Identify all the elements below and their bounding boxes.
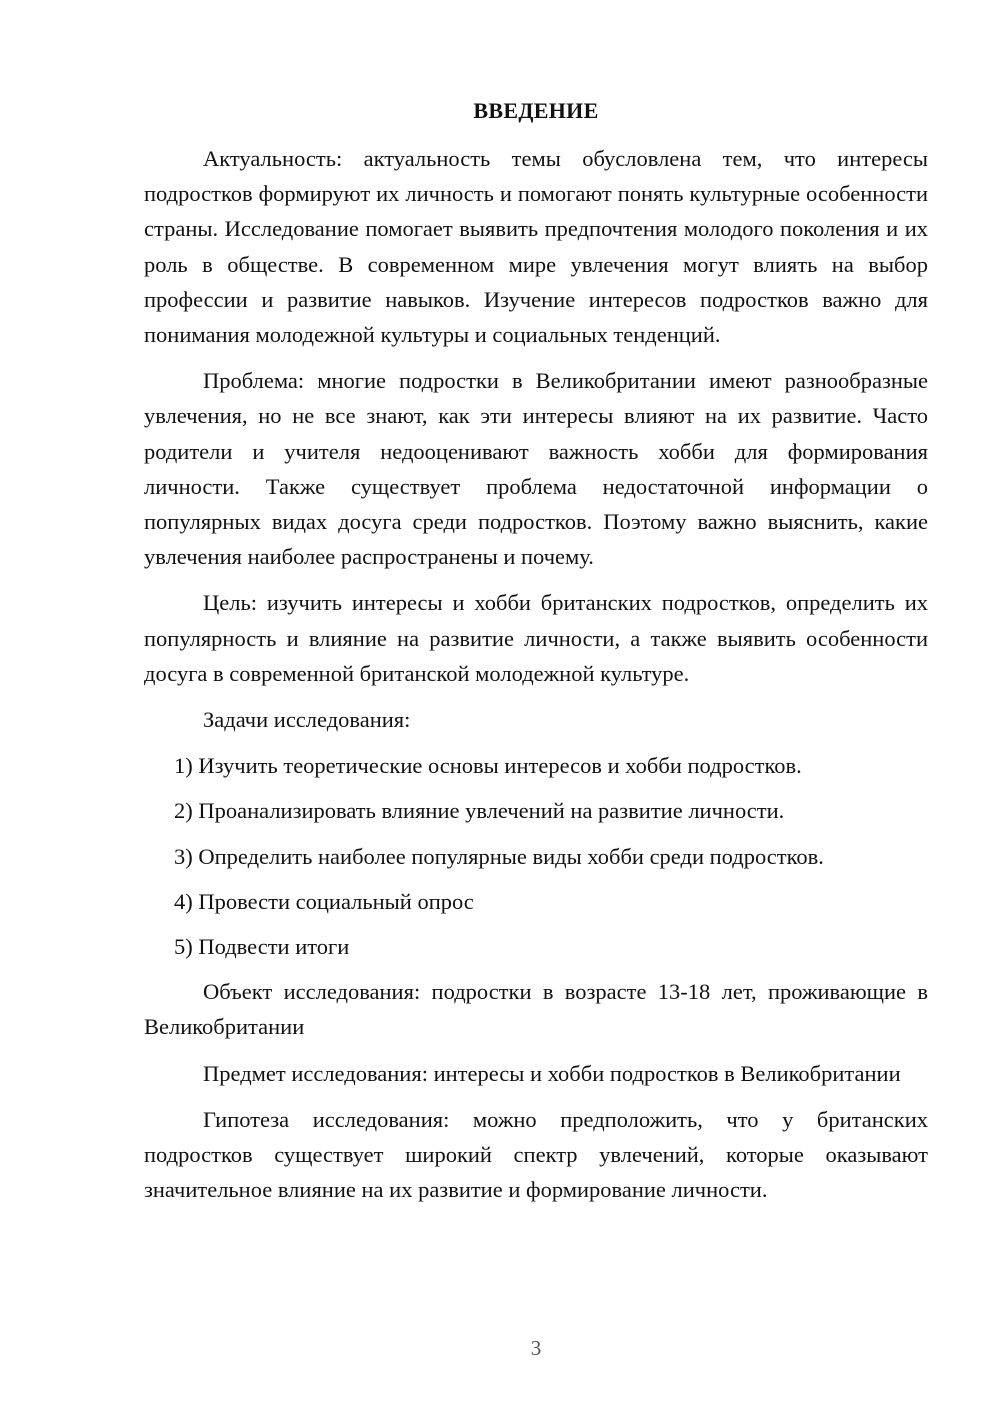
paragraph-goal: Цель: изучить интересы и хобби британских подростков, определить их популярность и влияние на развитие личности, а также выявить особенности досуга в современной британской молодежной культуре. (144, 590, 928, 686)
page-title: ВВЕДЕНИЕ (473, 98, 599, 123)
page-number: 3 (530, 1336, 542, 1360)
list-item: 3) Определить наиболее популярные виды хобби среди подростков. (174, 843, 824, 869)
list-item: 4) Провести социальный опрос (174, 888, 474, 914)
list-item: 5) Подвести итоги (174, 934, 350, 960)
paragraph-hypothesis: Гипотеза исследования: можно предположить, что у британских подростков существует широкий спектр увлечений, которые оказывают значительное влияние на их развитие и формирование личности. (144, 1106, 928, 1203)
paragraph-subject: Предмет исследования: интересы и хобби подростков в Великобритании (203, 1060, 901, 1086)
tasks-heading: Задачи исследования: (203, 707, 411, 733)
document-body (144, 141, 928, 1218)
list-item: 1) Изучить теоретические основы интересов и хобби подростков. (174, 753, 802, 779)
list-item: 2) Проанализировать влияние увлечений на развитие личности. (174, 798, 785, 824)
paragraph-relevance: Актуальность: актуальность темы обусловлена тем, что интересы подростков формируют их личность и помогают понять культурные особенности страны. Исследование помогает выявить предпочтения молодого поколения и их роль в обществе. В современном мире увлечения могут влиять на выбор профессии и развитие навыков. Изучение интересов подростков важно для понимания молодежной культуры и социальных тенденций. (144, 146, 928, 348)
tasks-list (144, 748, 928, 964)
paragraph-object: Объект исследования: подростки в возрасте 13-18 лет, проживающие в Великобритании (144, 979, 928, 1040)
paragraph-problem: Проблема: многие подростки в Великобритании имеют разнообразные увлечения, но не все знают, как эти интересы влияют на их развитие. Часто родители и учителя недооценивают важность хобби для формирования личности. Также существует проблема недостаточной информации о популярных видах досуга среди подростков. Поэтому важно выяснить, какие увлечения наиболее распространены и почему. (144, 368, 928, 570)
